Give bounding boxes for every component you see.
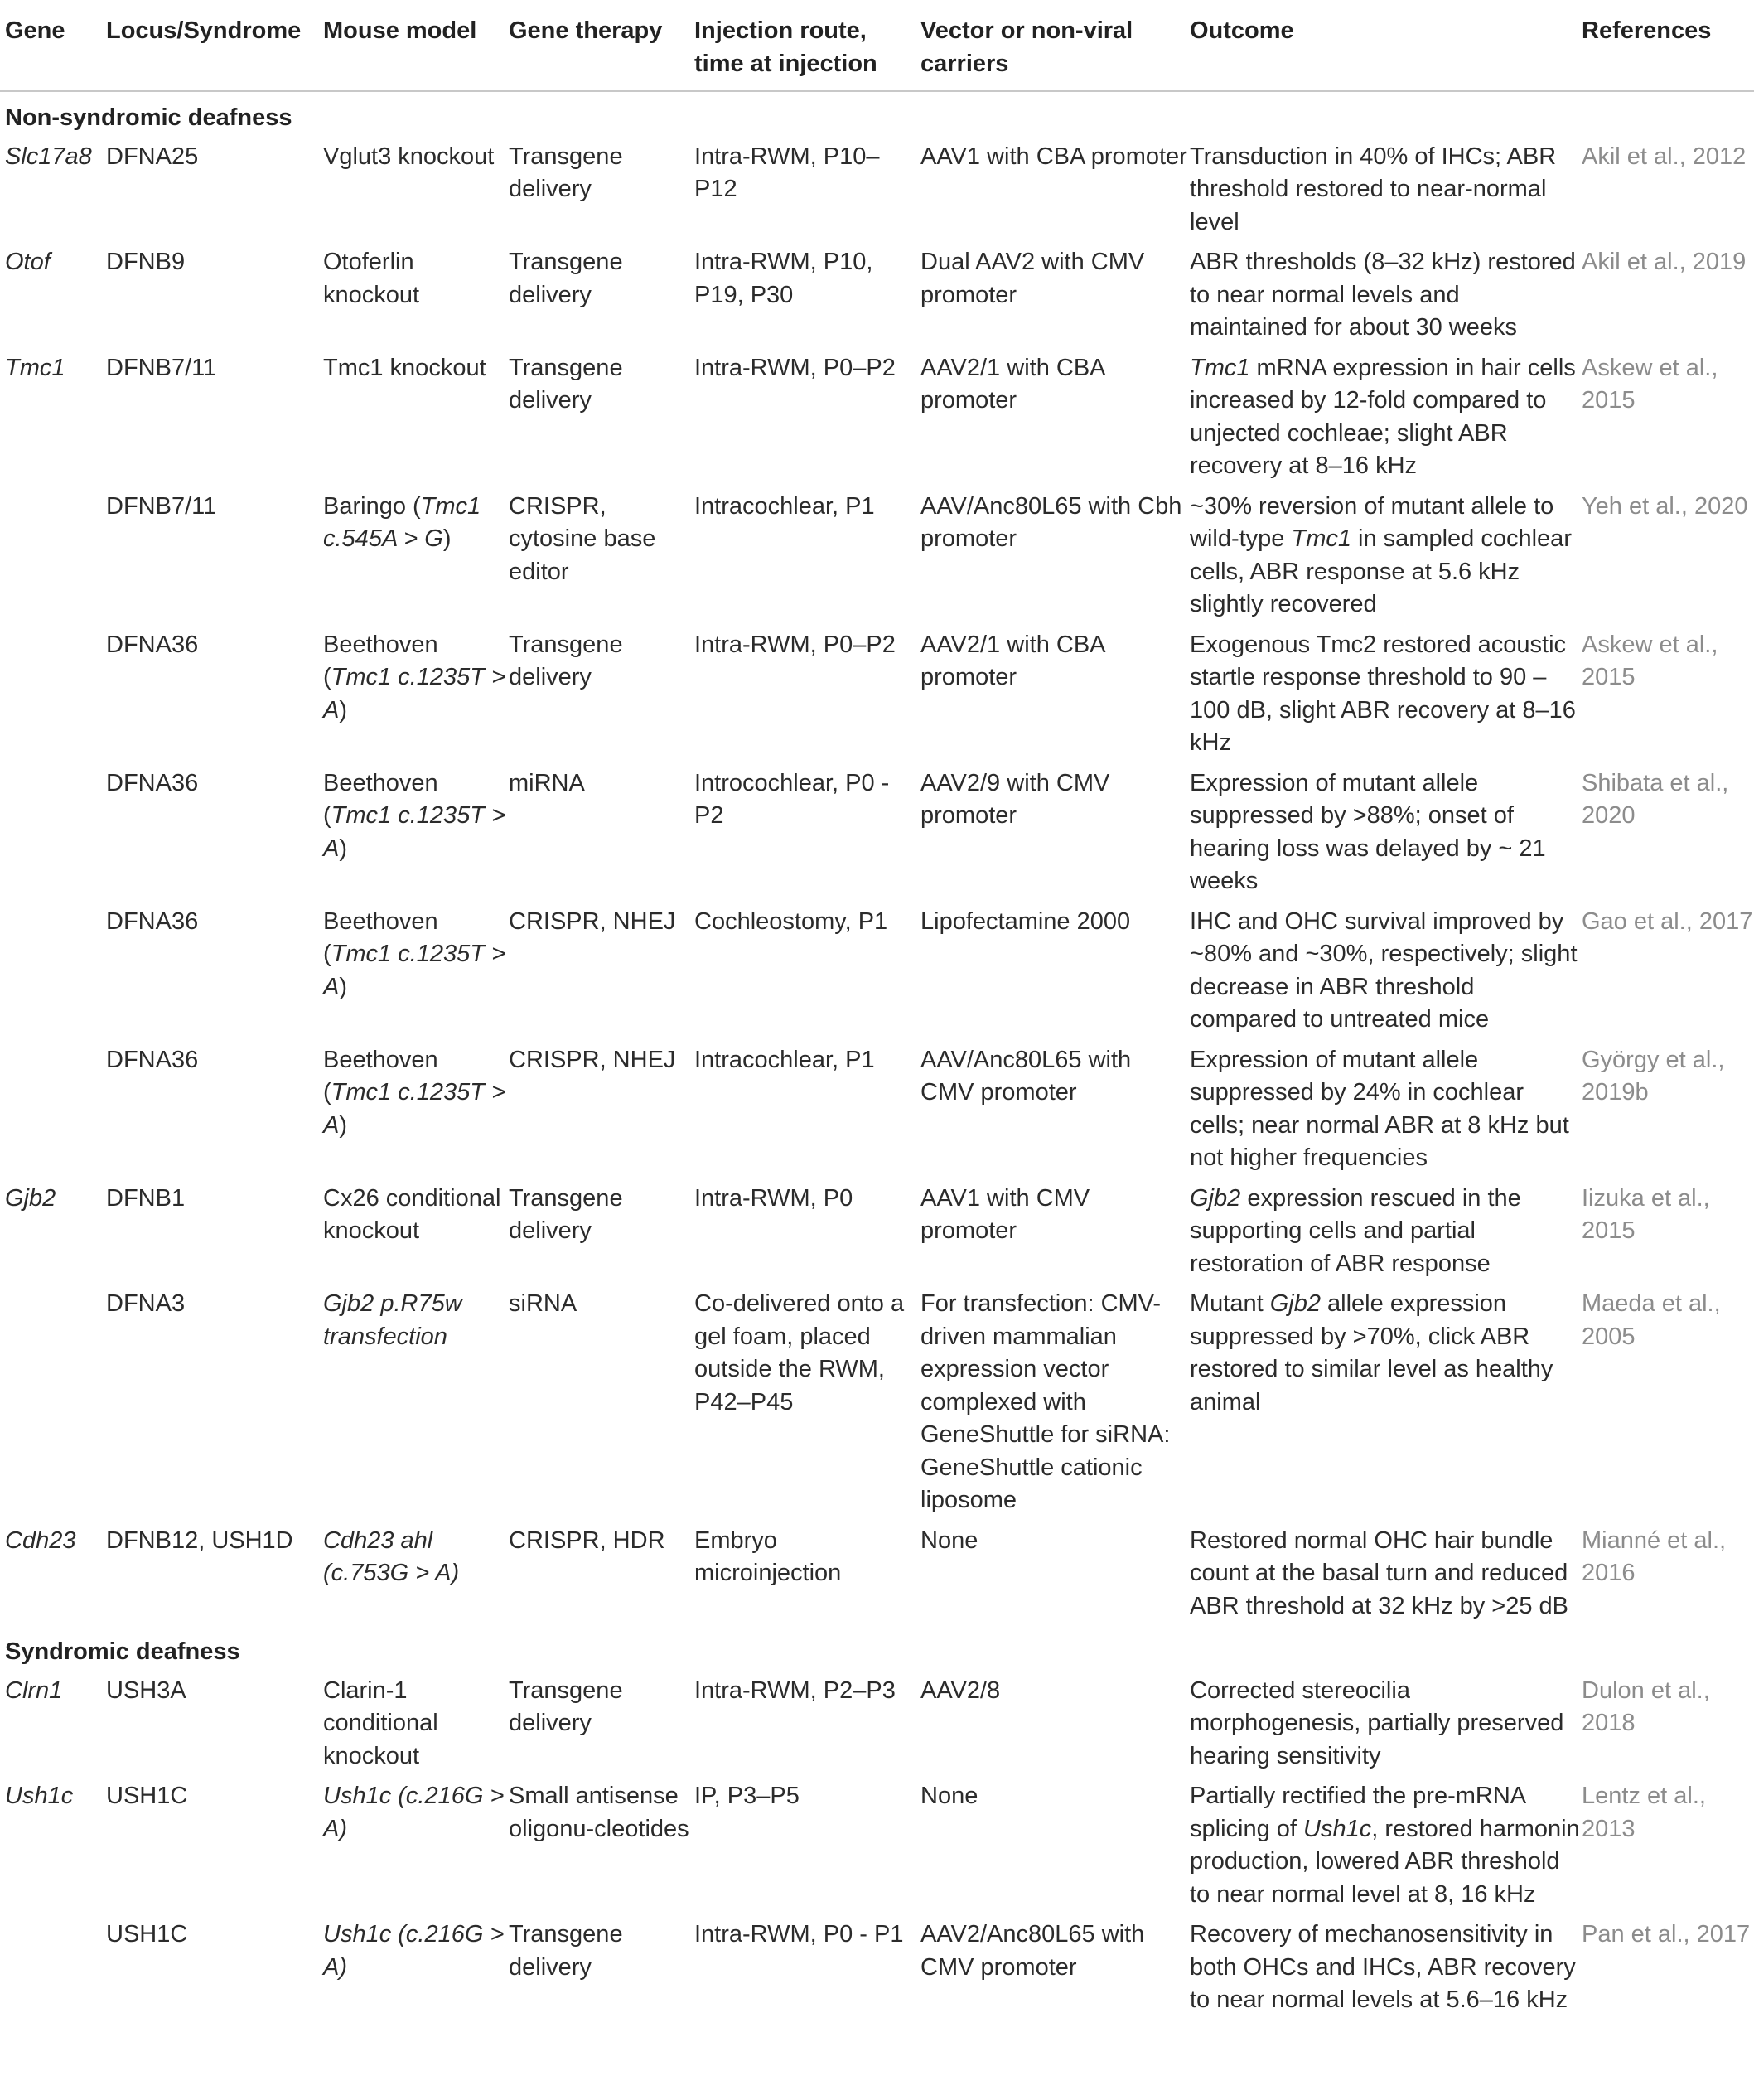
cell-outcome <box>1190 242 1582 348</box>
table-row <box>0 1040 1754 1178</box>
table-row <box>0 625 1754 763</box>
cell-mouse-model-text: Beethoven ( <box>323 907 438 967</box>
cell-mouse-model-text: Otoferlin knockout <box>323 249 420 308</box>
cell-gene-therapy: CRISPR, NHEJ <box>509 1046 676 1073</box>
cell-injection-route: Cochleostomy, P1 <box>694 907 888 935</box>
cell-gene-therapy: Transgene delivery <box>509 249 623 308</box>
table-row <box>0 763 1754 902</box>
cell-outcome-text: Tmc1 <box>1190 354 1250 381</box>
cell-gene: Ush1c <box>5 1783 74 1809</box>
cell-injection-route: Co-delivered onto a gel foam, placed outside the RWM, P42–P45 <box>694 1290 905 1415</box>
cell-mouse-model <box>323 1521 509 1627</box>
cell-mouse-model-text: Ush1c (c.216G > A) <box>323 1921 505 1981</box>
cell-outcome-text: in sampled cochlear cells, ABR response at 5.6 kHz slightly recovered <box>1190 525 1572 617</box>
cell-mouse-model-text: Beethoven ( <box>323 769 438 829</box>
cell-mouse-model-text: Tmc1 knockout <box>323 354 486 381</box>
cell-reference: Askew et al., 2015 <box>1582 631 1718 690</box>
cell-vector: AAV2/Anc80L65 with CMV promoter <box>920 1921 1145 1981</box>
cell-outcome-text: Expression of mutant allele suppressed by 24% in cochlear cells; near normal ABR at 8 kHz but not higher frequencies <box>1190 1046 1569 1171</box>
cell-outcome-text: Ush1c <box>1303 1815 1372 1842</box>
cell-reference: Pan et al., 2017 <box>1582 1921 1751 1948</box>
table-header <box>0 0 1754 91</box>
cell-mouse-model <box>323 1284 509 1521</box>
cell-mouse-model-text: Tmc1 c.1235T > A <box>323 941 506 1000</box>
cell-gene-therapy: Transgene delivery <box>509 354 623 414</box>
cell-injection-route: Intra-RWM, P10–P12 <box>694 143 880 202</box>
cell-outcome <box>1190 1914 1582 2020</box>
cell-mouse-model <box>323 763 509 902</box>
header-row <box>0 0 1754 91</box>
section-row <box>0 91 1754 137</box>
cell-injection-route: Intracochlear, P1 <box>694 492 875 520</box>
cell-gene <box>0 625 106 763</box>
cell-mouse-model <box>323 625 509 763</box>
cell-vector: AAV1 with CBA promoter <box>920 143 1187 170</box>
cell-locus: DFNA36 <box>106 1046 199 1073</box>
table-row <box>0 1776 1754 1914</box>
cell-reference: Iizuka et al., 2015 <box>1582 1184 1710 1244</box>
cell-locus: DFNB12, USH1D <box>106 1527 293 1554</box>
cell-injection-route: Intra-RWM, P10, P19, P30 <box>694 249 873 308</box>
cell-gene: Cdh23 <box>5 1527 76 1554</box>
cell-vector: AAV/Anc80L65 with Cbh promoter <box>920 492 1182 552</box>
cell-locus: DFNB9 <box>106 249 186 275</box>
cell-reference: Dulon et al., 2018 <box>1582 1677 1710 1736</box>
cell-mouse-model-text: Cdh23 ahl (c.753G > A) <box>323 1527 460 1586</box>
cell-mouse-model-text: Tmc1 c.545A > G <box>323 492 481 552</box>
cell-locus: DFNA3 <box>106 1290 186 1317</box>
cell-mouse-model <box>323 1040 509 1178</box>
cell-outcome-text: Transduction in 40% of IHCs; ABR threshold restored to near-normal level <box>1190 143 1557 235</box>
section-title: Syndromic deafness <box>5 1638 240 1665</box>
cell-outcome <box>1190 1284 1582 1521</box>
cell-gene <box>0 1284 106 1521</box>
table-row <box>0 902 1754 1040</box>
table-row <box>0 137 1754 243</box>
cell-outcome <box>1190 1671 1582 1777</box>
cell-injection-route: Embryo microinjection <box>694 1527 842 1586</box>
cell-outcome-text: allele expression suppressed by >70%, click ABR restored to similar level as healthy animal <box>1190 1290 1553 1415</box>
cell-vector: Lipofectamine 2000 <box>920 907 1131 935</box>
cell-gene-therapy: Transgene delivery <box>509 1677 623 1736</box>
cell-outcome <box>1190 1040 1582 1178</box>
cell-outcome-text: ~30% reversion of mutant allele to wild-type <box>1190 492 1554 552</box>
header-mouse-model: Mouse model <box>323 17 477 44</box>
cell-vector: AAV2/1 with CBA promoter <box>920 354 1104 414</box>
cell-outcome <box>1190 137 1582 243</box>
cell-mouse-model-text: Gjb2 p.R75w transfection <box>323 1290 462 1350</box>
table-row <box>0 1521 1754 1627</box>
header-injection-route: Injection route, time at injection <box>694 17 877 77</box>
cell-reference: Mianné et al., 2016 <box>1582 1527 1727 1586</box>
cell-mouse-model-text: Tmc1 c.1235T > A <box>323 802 506 862</box>
cell-gene-therapy: CRISPR, cytosine base editor <box>509 492 656 585</box>
cell-gene-therapy: Transgene delivery <box>509 1921 623 1981</box>
cell-mouse-model <box>323 242 509 348</box>
cell-gene-therapy: CRISPR, NHEJ <box>509 907 676 935</box>
cell-injection-route: IP, P3–P5 <box>694 1783 800 1809</box>
cell-gene-therapy: miRNA <box>509 769 585 796</box>
cell-reference: Akil et al., 2019 <box>1582 249 1747 275</box>
cell-vector: AAV/Anc80L65 with CMV promoter <box>920 1046 1132 1106</box>
header-gene: Gene <box>5 17 65 44</box>
cell-mouse-model-text: ) <box>442 525 452 552</box>
cell-mouse-model <box>323 1178 509 1285</box>
cell-mouse-model-text: ) <box>339 973 348 1000</box>
cell-locus: DFNB1 <box>106 1184 186 1212</box>
cell-outcome-text: Gjb2 <box>1269 1290 1321 1317</box>
cell-mouse-model-text: Tmc1 c.1235T > A <box>323 1079 506 1139</box>
cell-locus: DFNB7/11 <box>106 492 217 520</box>
cell-reference: Askew et al., 2015 <box>1582 354 1718 414</box>
cell-outcome-text: Exogenous Tmc2 restored acoustic startle response threshold to 90 –100 dB, slight ABR recovery at 8–16 kHz <box>1190 631 1576 756</box>
cell-outcome-text: Restored normal OHC hair bundle count at the basal turn and reduced ABR threshold at 32 kHz by >25 dB <box>1190 1527 1569 1619</box>
cell-gene: Clrn1 <box>5 1677 63 1704</box>
cell-outcome <box>1190 1776 1582 1914</box>
header-vector: Vector or non-viral carriers <box>920 17 1133 77</box>
cell-mouse-model-text: Ush1c (c.216G > A) <box>323 1783 505 1842</box>
cell-reference: Gao et al., 2017 <box>1582 907 1753 935</box>
cell-vector: None <box>920 1527 978 1554</box>
cell-gene-therapy: Transgene delivery <box>509 631 623 690</box>
table-row <box>0 1178 1754 1285</box>
header-gene-therapy: Gene therapy <box>509 17 663 44</box>
cell-outcome-text: ABR thresholds (8–32 kHz) restored to near normal levels and maintained for about 30 weeks <box>1190 249 1576 341</box>
table-row <box>0 1284 1754 1521</box>
cell-vector: AAV2/9 with CMV promoter <box>920 769 1110 829</box>
cell-outcome-text: Expression of mutant allele suppressed by >88%; onset of hearing loss was delayed by ~ 21 weeks <box>1190 769 1546 894</box>
cell-outcome-text: Gjb2 <box>1190 1184 1241 1212</box>
table-row <box>0 348 1754 486</box>
cell-mouse-model-text: Cx26 conditional knockout <box>323 1184 501 1244</box>
cell-reference: Yeh et al., 2020 <box>1582 492 1748 520</box>
cell-gene-therapy: siRNA <box>509 1290 577 1317</box>
cell-mouse-model <box>323 486 509 625</box>
cell-locus: USH3A <box>106 1677 186 1704</box>
cell-outcome-text: IHC and OHC survival improved by ~80% and ~30%, respectively; slight decrease in ABR threshold compared to untreated mice <box>1190 907 1578 1033</box>
section-row <box>0 1626 1754 1671</box>
table-row <box>0 1671 1754 1777</box>
header-locus: Locus/Syndrome <box>106 17 302 44</box>
cell-mouse-model-text: ) <box>339 696 348 723</box>
cell-outcome <box>1190 486 1582 625</box>
cell-outcome-text: Partially rectified the pre-mRNA splicing of <box>1190 1783 1525 1842</box>
cell-mouse-model-text: Tmc1 c.1235T > A <box>323 664 506 723</box>
cell-mouse-model <box>323 1671 509 1777</box>
cell-outcome-text: Recovery of mechanosensitivity in both OHCs and IHCs, ABR recovery to near normal levels at 5.6–16 kHz <box>1190 1921 1576 2013</box>
cell-outcome-text: Mutant <box>1190 1290 1270 1317</box>
cell-locus: DFNB7/11 <box>106 354 217 381</box>
cell-injection-route: Intra-RWM, P2–P3 <box>694 1677 896 1704</box>
cell-vector: For transfection: CMV-driven mammalian expression vector complexed with GeneShuttle for siRNA: GeneShuttle cationic liposome <box>920 1290 1171 1513</box>
cell-mouse-model <box>323 1776 509 1914</box>
cell-locus: DFNA25 <box>106 143 199 170</box>
cell-injection-route: Introcochlear, P0 - P2 <box>694 769 890 829</box>
cell-gene: Slc17a8 <box>5 143 92 170</box>
cell-reference: Akil et al., 2012 <box>1582 143 1747 170</box>
header-outcome: Outcome <box>1190 17 1294 44</box>
cell-outcome-text: mRNA expression in hair cells increased by 12-fold compared to unjected cochleae; slight ABR recovery at 8–16 kHz <box>1190 354 1576 479</box>
cell-injection-route: Intracochlear, P1 <box>694 1046 875 1073</box>
table-body <box>0 91 1754 2020</box>
cell-vector: AAV1 with CMV promoter <box>920 1184 1090 1244</box>
cell-vector: None <box>920 1783 978 1809</box>
header-references: References <box>1582 17 1712 44</box>
cell-mouse-model <box>323 1914 509 2020</box>
table-row <box>0 1914 1754 2020</box>
cell-gene <box>0 763 106 902</box>
section-title: Non-syndromic deafness <box>5 104 292 131</box>
cell-injection-route: Intra-RWM, P0 <box>694 1184 853 1212</box>
cell-gene-therapy: Transgene delivery <box>509 1184 623 1244</box>
cell-mouse-model-text: ) <box>339 1111 348 1139</box>
cell-gene: Otof <box>5 249 51 275</box>
cell-reference: Shibata et al., 2020 <box>1582 769 1729 829</box>
cell-outcome <box>1190 625 1582 763</box>
cell-mouse-model-text: Beethoven ( <box>323 631 438 690</box>
cell-locus: DFNA36 <box>106 631 199 658</box>
cell-mouse-model-text: ) <box>339 835 348 862</box>
cell-vector: Dual AAV2 with CMV promoter <box>920 249 1145 308</box>
cell-injection-route: Intra-RWM, P0–P2 <box>694 631 896 658</box>
cell-reference: György et al., 2019b <box>1582 1046 1725 1106</box>
cell-outcome <box>1190 1521 1582 1627</box>
cell-locus: DFNA36 <box>106 769 199 796</box>
cell-outcome-text: Tmc1 <box>1291 525 1351 552</box>
cell-outcome-text: Corrected stereocilia morphogenesis, partially preserved hearing sensitivity <box>1190 1677 1564 1769</box>
cell-reference: Maeda et al., 2005 <box>1582 1290 1721 1350</box>
cell-mouse-model-text: Beethoven ( <box>323 1046 438 1106</box>
cell-outcome-text: , restored harmonin production, lowered ABR threshold to near normal level at 8, 16 kHz <box>1190 1815 1580 1908</box>
cell-locus: USH1C <box>106 1783 188 1809</box>
cell-gene <box>0 902 106 1040</box>
cell-mouse-model-text: Clarin-1 conditional knockout <box>323 1677 438 1769</box>
cell-gene <box>0 1914 106 2020</box>
cell-mouse-model-text: Baringo ( <box>323 492 421 520</box>
cell-outcome-text: expression rescued in the supporting cells and partial restoration of ABR response <box>1190 1184 1521 1277</box>
cell-locus: USH1C <box>106 1921 188 1948</box>
cell-mouse-model <box>323 137 509 243</box>
cell-vector: AAV2/1 with CBA promoter <box>920 631 1104 690</box>
cell-vector: AAV2/8 <box>920 1677 1001 1704</box>
cell-outcome <box>1190 1178 1582 1285</box>
table-row <box>0 242 1754 348</box>
cell-injection-route: Intra-RWM, P0–P2 <box>694 354 896 381</box>
cell-gene <box>0 1040 106 1178</box>
cell-locus: DFNA36 <box>106 907 199 935</box>
cell-gene: Tmc1 <box>5 354 65 381</box>
cell-injection-route: Intra-RWM, P0 - P1 <box>694 1921 904 1948</box>
cell-mouse-model-text: Vglut3 knockout <box>323 143 495 170</box>
cell-mouse-model <box>323 902 509 1040</box>
cell-gene <box>0 486 106 625</box>
cell-outcome <box>1190 902 1582 1040</box>
cell-gene-therapy: CRISPR, HDR <box>509 1527 665 1554</box>
cell-gene-therapy: Small antisense oligonu-cleotides <box>509 1783 689 1842</box>
cell-mouse-model <box>323 348 509 486</box>
table-row <box>0 486 1754 625</box>
cell-gene: Gjb2 <box>5 1184 56 1212</box>
cell-gene-therapy: Transgene delivery <box>509 143 623 202</box>
cell-outcome <box>1190 763 1582 902</box>
cell-outcome <box>1190 348 1582 486</box>
cell-reference: Lentz et al., 2013 <box>1582 1783 1706 1842</box>
